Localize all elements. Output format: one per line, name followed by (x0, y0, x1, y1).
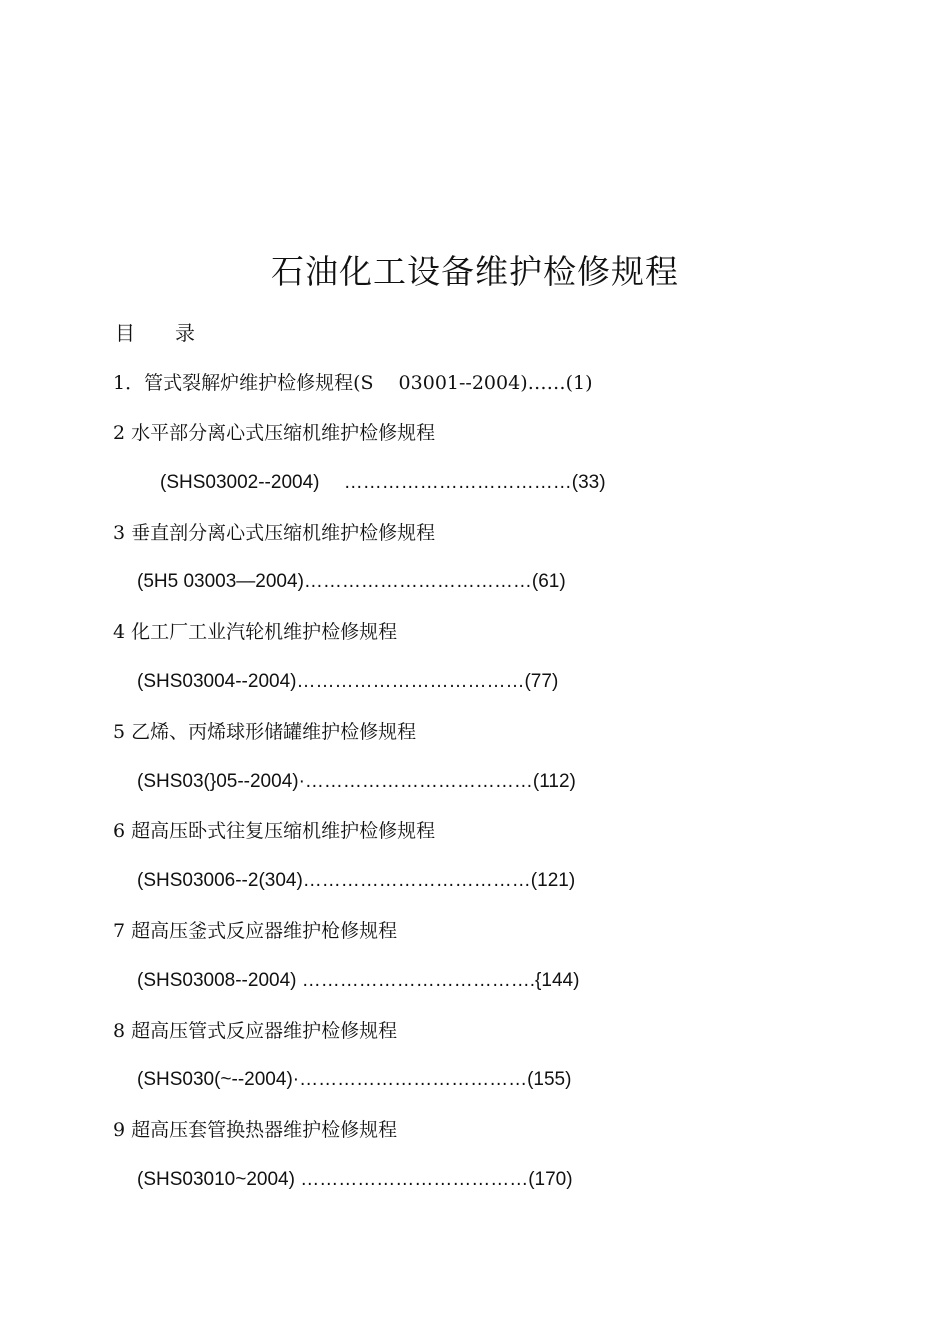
toc-entry-4-title: 4 化工厂工业汽轮机维护检修规程 (113, 621, 398, 643)
toc-entry-2-title: 2 水平部分离心式压缩机维护检修规程 (113, 422, 436, 444)
toc-entry-9-code: (SHS03010~2004) ………………………………(170) (137, 1169, 573, 1190)
toc-entry-7-code: (SHS03008--2004) ……………………………….{144) (137, 970, 580, 991)
toc-heading: 目 录 (115, 321, 195, 345)
toc-entry-2-code: (SHS03002--2004) ………………………………(33) (160, 472, 606, 493)
toc-entry-7-title: 7 超高压釜式反应器维护枪修规程 (113, 920, 398, 942)
toc-entry-8-code: (SHS030(~--2004)·………………………………(155) (137, 1069, 572, 1090)
toc-entry-6-code: (SHS03006--2(304)………………………………(121) (137, 870, 576, 891)
toc-entry-1-title: 1．管式裂解炉维护检修规程(S 03001--2004)……(1) (113, 372, 593, 394)
document-title: 石油化工设备维护检修规程 (271, 252, 679, 291)
toc-entry-3-code: (5H5 03003—2004)………………………………(61) (137, 571, 566, 592)
toc-entry-4-code: (SHS03004--2004)………………………………(77) (137, 671, 559, 692)
toc-entry-9-title: 9 超高压套管换热器维护检修规程 (113, 1119, 398, 1141)
toc-entry-3-title: 3 垂直剖分离心式压缩机维护检修规程 (113, 522, 436, 544)
toc-entry-8-title: 8 超高压管式反应器维护检修规程 (113, 1020, 398, 1042)
toc-entry-5-code: (SHS03(}05--2004)·………………………………(112) (137, 771, 576, 792)
toc-entry-6-title: 6 超高压卧式往复压缩机维护检修规程 (113, 820, 436, 842)
toc-entry-5-title: 5 乙烯、丙烯球形储罐维护检修规程 (113, 721, 417, 743)
